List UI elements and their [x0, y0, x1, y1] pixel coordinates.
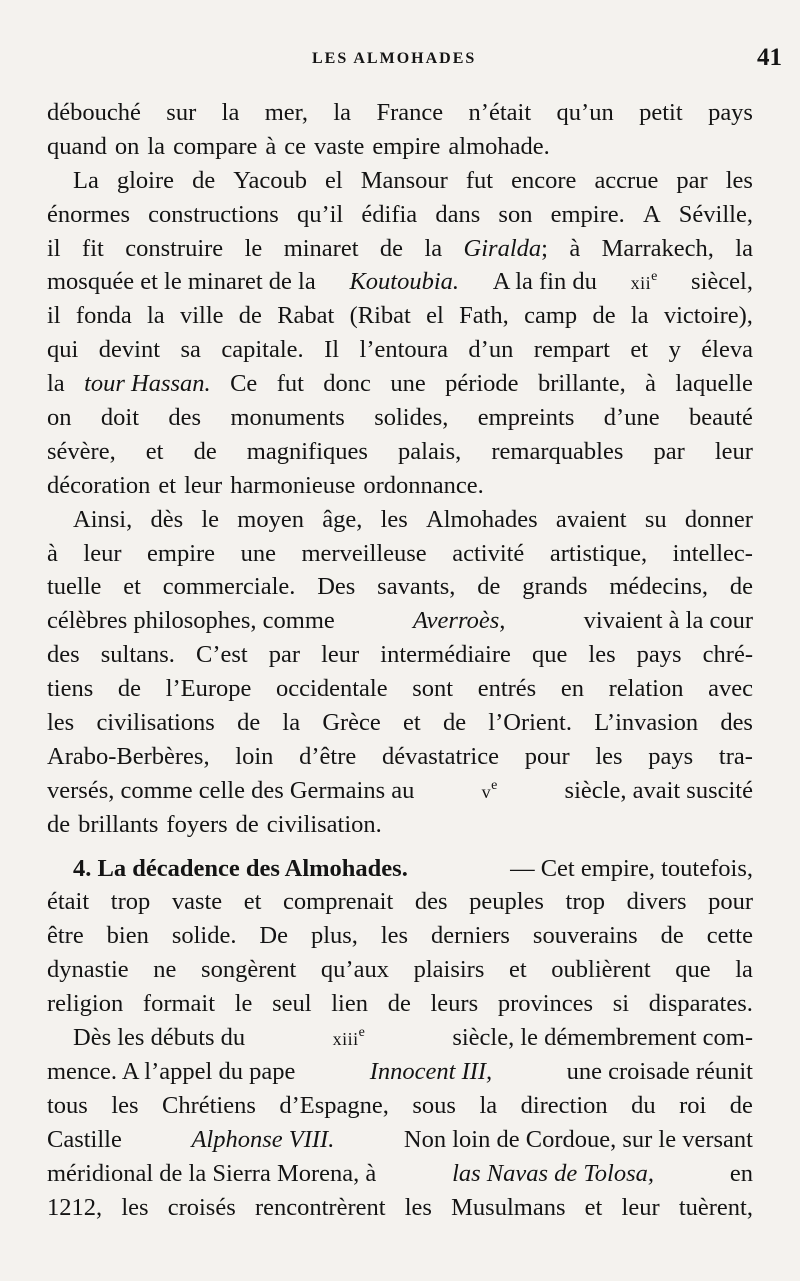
word: édifia	[361, 200, 418, 228]
text-run: — Cet empire, toutefois,	[510, 854, 753, 882]
text-line	[47, 299, 753, 333]
word: tous	[47, 1091, 88, 1119]
word: sous	[412, 1091, 456, 1119]
word: d’une	[603, 404, 660, 432]
word: de	[192, 166, 216, 194]
word: magnifiques	[246, 437, 368, 465]
word: fonda	[75, 302, 132, 330]
word: almohade.	[448, 132, 550, 160]
word: et	[145, 437, 164, 465]
word: les	[404, 1193, 432, 1221]
word: par	[268, 641, 301, 669]
word: et	[508, 956, 527, 984]
century-numeral: xii$^e$	[630, 269, 658, 294]
word: petit	[639, 99, 683, 126]
word: y	[668, 336, 681, 364]
word: son	[498, 200, 533, 228]
word: éleva	[701, 336, 753, 364]
text-run: A la fin du	[492, 268, 597, 296]
word: Chrétiens	[162, 1091, 256, 1119]
word: trop	[565, 888, 606, 916]
word: à	[47, 539, 58, 567]
body-text	[47, 96, 753, 1224]
word: construire	[125, 234, 224, 262]
text-line	[47, 808, 753, 842]
word: et	[243, 888, 262, 916]
word: de	[592, 302, 616, 330]
word: songèrent	[201, 956, 297, 984]
word: dans	[435, 200, 481, 228]
word: la	[147, 132, 166, 160]
text-run: siècle, avait suscité	[564, 776, 753, 804]
word: Des	[317, 573, 356, 601]
word: savants,	[377, 573, 456, 601]
word: devint	[98, 336, 161, 364]
word: doit	[100, 404, 140, 432]
word: La	[73, 166, 99, 194]
word: oublièrent	[551, 956, 651, 984]
word: le	[201, 505, 220, 533]
word: la	[333, 99, 352, 126]
word: de	[729, 573, 753, 601]
word: loin	[235, 742, 274, 770]
word: occidentale	[276, 675, 388, 703]
word: Arabo-Berbères,	[47, 742, 210, 770]
word: encore	[511, 166, 577, 194]
text-line	[47, 367, 753, 401]
word: fit	[82, 234, 104, 262]
word: la	[735, 956, 753, 984]
word: leur	[321, 641, 360, 669]
word: à	[265, 132, 277, 160]
word: d’un	[468, 336, 514, 364]
word: pays	[708, 99, 753, 126]
word: était	[47, 888, 90, 916]
word: Mansour	[360, 166, 448, 194]
word: el	[426, 302, 444, 330]
text-line	[47, 1157, 753, 1191]
word: tra-	[718, 742, 753, 770]
text-line	[47, 852, 753, 886]
text-line	[47, 885, 753, 919]
text-run: à	[645, 370, 656, 398]
text-run: brillante,	[537, 370, 626, 398]
text-line	[47, 469, 753, 503]
italic-term: Averroès,	[413, 607, 506, 635]
word: empire.	[550, 200, 625, 228]
text-line	[47, 401, 753, 435]
word: Almohades	[426, 505, 538, 533]
text-run: Non loin de Cordoue, sur le versant	[403, 1125, 753, 1153]
word: il	[47, 302, 61, 330]
text-run: mence. A l’appel du pape	[47, 1057, 296, 1085]
word: Musulmans	[451, 1193, 566, 1221]
word: provinces	[497, 990, 594, 1018]
word: tuelle	[47, 573, 102, 601]
word: entrés	[477, 675, 537, 703]
text-run: mosquée et le minaret de la	[47, 268, 316, 296]
word: France	[376, 99, 444, 126]
word: donner	[684, 505, 753, 533]
text-line	[47, 774, 753, 808]
word: les	[111, 1091, 139, 1119]
text-run: donc	[323, 370, 371, 398]
word: la	[479, 1091, 498, 1119]
word: victoire),	[663, 302, 753, 330]
word: peuples	[469, 888, 544, 916]
word: vaste	[171, 888, 223, 916]
text-line	[47, 1191, 753, 1225]
text-line	[47, 1123, 753, 1157]
word: et	[584, 1193, 603, 1221]
word: de	[477, 573, 501, 601]
word: ce	[284, 132, 307, 160]
word: qui	[47, 336, 79, 364]
word: énormes	[47, 200, 130, 228]
text-line	[47, 1089, 753, 1123]
word: brillants	[78, 810, 159, 838]
text-line	[47, 638, 753, 672]
word: la	[282, 709, 301, 737]
word: Rabat	[277, 302, 335, 330]
word: les	[595, 742, 623, 770]
text-line	[47, 672, 753, 706]
word: leur	[714, 437, 753, 465]
word: des	[720, 709, 753, 737]
text-line	[47, 198, 753, 232]
word: leurs	[430, 990, 479, 1018]
word: avec	[708, 675, 753, 703]
word: il	[47, 234, 61, 262]
word: tiens	[47, 675, 94, 703]
word: la	[630, 302, 649, 330]
word: dévastatrice	[381, 742, 499, 770]
word: leur	[83, 539, 122, 567]
word: artistique,	[549, 539, 648, 567]
text-line	[47, 265, 753, 299]
word: du	[631, 1091, 656, 1119]
running-header	[0, 44, 800, 74]
word: vaste	[314, 132, 365, 160]
word: seul	[272, 990, 312, 1018]
word: direction	[520, 1091, 608, 1119]
word: constructions	[148, 200, 279, 228]
word: civilisations	[96, 709, 215, 737]
word: empire	[147, 539, 216, 567]
word: civilisation.	[266, 810, 382, 838]
text-run: la	[735, 234, 753, 262]
text-run: fut	[276, 370, 304, 398]
word: solide.	[171, 922, 237, 950]
word: merveilleuse	[301, 539, 427, 567]
word: la	[424, 234, 443, 262]
text-run: une	[390, 370, 426, 398]
word: d’Espagne,	[279, 1091, 389, 1119]
italic-term: Koutoubia.	[349, 268, 460, 296]
word: leur	[184, 471, 223, 499]
text-run: une croisade réunit	[566, 1057, 753, 1085]
word: 1212,	[47, 1193, 103, 1221]
text-run: période	[445, 370, 519, 398]
word: qu’un	[556, 99, 614, 126]
word: relation	[608, 675, 684, 703]
word: de	[238, 302, 262, 330]
word: l’Europe	[165, 675, 252, 703]
word: disparates.	[648, 990, 753, 1018]
word: empire	[372, 132, 441, 160]
text-run: à	[569, 234, 581, 262]
word: roi	[679, 1091, 707, 1119]
page-number: 41	[757, 44, 782, 71]
word: monuments	[230, 404, 345, 432]
word: de	[387, 990, 411, 1018]
word: minaret	[283, 234, 359, 262]
word: harmonieuse	[230, 471, 356, 499]
word: camp	[524, 302, 578, 330]
italic-term: las Navas de Tolosa,	[452, 1159, 655, 1187]
text-line	[47, 604, 753, 638]
word: lien	[331, 990, 368, 1018]
word: grands	[522, 573, 588, 601]
text-line	[47, 164, 753, 198]
word: on	[47, 404, 72, 432]
word: médecins,	[609, 573, 709, 601]
word: empreints	[477, 404, 575, 432]
word: par	[653, 437, 685, 465]
word: des	[47, 641, 80, 669]
word: par	[676, 166, 708, 194]
word: el	[325, 166, 343, 194]
word: A	[642, 200, 661, 228]
text-run: Dès les débuts du	[73, 1024, 246, 1052]
word: les	[588, 641, 616, 669]
italic-term: Giralda	[463, 234, 542, 262]
word: solides,	[374, 404, 449, 432]
word: et	[158, 471, 177, 499]
word: Ainsi,	[73, 505, 133, 533]
text-line	[47, 232, 753, 266]
word: remarquables	[491, 437, 624, 465]
word: pays	[648, 742, 694, 770]
word: qu’il	[296, 200, 344, 228]
text-line	[47, 333, 753, 367]
word: Fath,	[459, 302, 509, 330]
word: bien	[106, 922, 149, 950]
running-title: LES ALMOHADES	[312, 50, 477, 67]
word: l’Orient.	[488, 709, 572, 737]
word: capitale.	[221, 336, 304, 364]
word: su	[644, 505, 667, 533]
word: en	[560, 675, 584, 703]
word: que	[675, 956, 711, 984]
word: pays	[636, 641, 682, 669]
text-run: versés, comme celle des Germains au	[47, 776, 415, 804]
word: les	[121, 1193, 149, 1221]
word: les	[725, 166, 753, 194]
italic-term: tour Hassan.	[84, 370, 211, 398]
text-line	[47, 919, 753, 953]
text-line	[47, 570, 753, 604]
word: activité	[452, 539, 525, 567]
word: tuèrent,	[678, 1193, 753, 1221]
word: sévère,	[47, 437, 116, 465]
word: de	[442, 709, 467, 737]
text-run: vivaient à la cour	[583, 607, 753, 635]
word: Il	[324, 336, 340, 364]
text-run: Castille	[47, 1125, 122, 1153]
word: débouché	[47, 99, 141, 126]
word: sont	[412, 675, 454, 703]
text-run: la	[47, 370, 65, 398]
word: moyen	[237, 505, 304, 533]
word: pour	[708, 888, 753, 916]
word: décoration	[47, 471, 151, 499]
word: n’était	[468, 99, 532, 126]
word: chré-	[702, 641, 753, 669]
word: avaient	[555, 505, 627, 533]
section-gap	[47, 842, 753, 852]
century-numeral: $v^e$	[481, 777, 498, 802]
word: Grèce	[322, 709, 381, 737]
word: le	[234, 990, 253, 1018]
text-run: siècle, le démembrement com-	[452, 1024, 753, 1052]
text-line	[47, 987, 753, 1021]
word: dynastie	[47, 956, 129, 984]
text-run: Giralda;	[463, 234, 548, 262]
word: de	[47, 810, 71, 838]
word: compare	[173, 132, 258, 160]
word: pour	[524, 742, 570, 770]
word: L’invasion	[594, 709, 699, 737]
word: sa	[180, 336, 201, 364]
word: mer,	[264, 99, 308, 126]
text-line	[47, 1055, 753, 1089]
word: trop	[110, 888, 151, 916]
word: Séville,	[678, 200, 753, 228]
word: beauté	[688, 404, 753, 432]
text-run: méridional de la Sierra Morena, à	[47, 1159, 377, 1187]
word: ville	[179, 302, 224, 330]
word: comprenait	[283, 888, 394, 916]
word: ordonnance.	[363, 471, 484, 499]
word: intermédiaire	[380, 641, 511, 669]
word: commerciale.	[162, 573, 296, 601]
word: croisés	[167, 1193, 236, 1221]
word: les	[380, 505, 408, 533]
text-run: Ce	[230, 370, 258, 398]
word: être	[47, 922, 84, 950]
text-run: Marrakech,	[601, 234, 714, 262]
word: de	[193, 437, 217, 465]
word: que	[531, 641, 568, 669]
word: C’est	[195, 641, 248, 669]
text-line	[47, 740, 753, 774]
word: rencontrèrent	[254, 1193, 386, 1221]
word: (Ribat	[349, 302, 411, 330]
word: de	[660, 922, 684, 950]
word: et	[630, 336, 649, 364]
word: rempart	[533, 336, 610, 364]
word: on	[114, 132, 140, 160]
word: de	[729, 1091, 753, 1119]
century-numeral: xiii$^e$	[332, 1025, 365, 1050]
word: sur	[166, 99, 197, 126]
word: de	[379, 234, 404, 262]
word: le	[244, 234, 263, 262]
word: les	[380, 922, 409, 950]
word: la	[221, 99, 240, 126]
word: cette	[706, 922, 753, 950]
word: palais,	[398, 437, 462, 465]
word: et	[123, 573, 141, 601]
word: religion	[47, 990, 124, 1018]
word: qu’aux	[320, 956, 389, 984]
text-run: en	[729, 1159, 753, 1187]
section-heading: 4. La décadence des Almohades.	[73, 854, 408, 882]
text-line	[47, 953, 753, 987]
word: sultans.	[100, 641, 175, 669]
word: De	[259, 922, 288, 950]
word: formait	[142, 990, 216, 1018]
word: la	[146, 302, 165, 330]
italic-term: Alphonse VIII.	[191, 1125, 335, 1153]
word: âge,	[322, 505, 363, 533]
text-run: laquelle	[675, 370, 753, 398]
word: accrue	[594, 166, 659, 194]
word: les	[47, 709, 75, 737]
word: plaisirs	[413, 956, 485, 984]
word: une	[240, 539, 276, 567]
text-line	[47, 706, 753, 740]
text-line	[47, 503, 753, 537]
word: d’être	[299, 742, 357, 770]
word: plus,	[310, 922, 358, 950]
text-run: siècel,	[691, 268, 753, 296]
word: des	[414, 888, 448, 916]
word: divers	[626, 888, 687, 916]
word: derniers	[431, 922, 510, 950]
text-line	[47, 130, 753, 164]
word: leur	[621, 1193, 660, 1221]
word: si	[612, 990, 630, 1018]
text-line	[47, 435, 753, 469]
word: gloire	[116, 166, 175, 194]
word: des	[168, 404, 202, 432]
word: de	[237, 709, 261, 737]
word: dès	[150, 505, 184, 533]
word: l’entoura	[359, 336, 448, 364]
italic-term: Innocent III,	[369, 1057, 493, 1085]
word: de	[235, 810, 259, 838]
word: foyers	[166, 810, 228, 838]
word: ne	[153, 956, 177, 984]
word: de	[117, 675, 142, 703]
word: intellec-	[672, 539, 753, 567]
text-line	[47, 537, 753, 571]
word: quand	[47, 132, 107, 160]
text-line	[47, 1021, 753, 1055]
word: Yacoub	[233, 166, 307, 194]
text-line	[47, 96, 753, 130]
word: et	[403, 709, 421, 737]
word: souverains	[532, 922, 638, 950]
text-run: célèbres philosophes, comme	[47, 607, 335, 635]
word: fut	[465, 166, 494, 194]
